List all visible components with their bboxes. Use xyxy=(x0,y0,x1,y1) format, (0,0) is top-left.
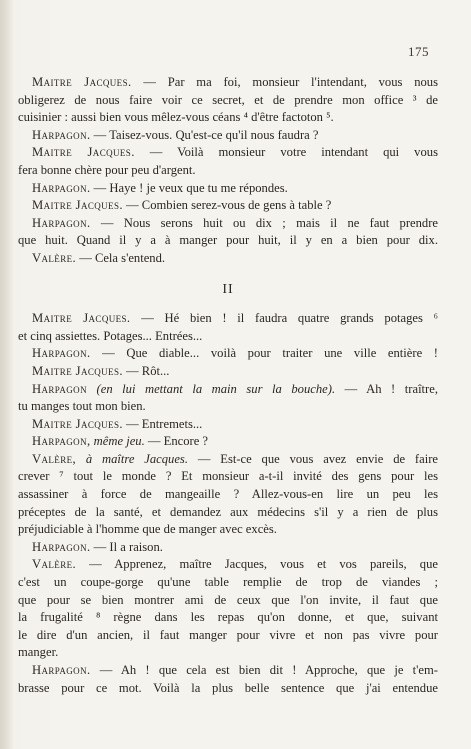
dialogue-line xyxy=(18,433,438,451)
stage-direction: (en lui mettant la main sur la bouche). xyxy=(86,381,336,396)
dialogue-line xyxy=(18,451,438,469)
speaker-name: Harpagon. xyxy=(32,346,91,361)
stage-direction: même jeu. xyxy=(90,434,145,449)
stage-direction: à maître Jacques. xyxy=(76,451,188,466)
line-text: — Combien serez-vous de gens à table ? xyxy=(122,198,332,213)
line-text: — Entremets... xyxy=(122,416,203,431)
speaker-name: Harpagon. xyxy=(32,539,91,554)
line-text: fera bonne chère pour peu d'argent. xyxy=(18,162,196,177)
line-text: — Rôt... xyxy=(122,363,170,378)
line-text: — Par ma foi, monsieur l'intendant, vous nous xyxy=(131,75,438,89)
line-text: tu manges tout mon bien. xyxy=(18,399,146,414)
speaker-name: Maitre Jacques. xyxy=(32,363,123,378)
line-text: cuisinier : aussi bien vous mêlez-vous céans ⁴ d'être factoton ⁵. xyxy=(18,110,334,125)
continuation-line xyxy=(18,109,438,127)
continuation-line xyxy=(18,627,438,645)
dialogue-line xyxy=(18,74,438,92)
line-text: le dire d'un ancien, il faut manger pour vivre et non pas vivre pour xyxy=(18,627,438,642)
speaker-name: Valère. xyxy=(32,557,77,572)
dialogue-line xyxy=(18,539,438,557)
continuation-line xyxy=(18,592,438,610)
line-text: que pour se bien montrer ami de ceux que l'on invite, il faut que xyxy=(18,592,438,607)
continuation-line xyxy=(18,92,438,110)
speaker-name: Harpagon. xyxy=(32,215,91,230)
speaker-name: Harpagon. xyxy=(32,127,91,142)
speaker-name: Maitre Jacques. xyxy=(32,311,131,326)
dialogue-line xyxy=(18,215,438,233)
continuation-line xyxy=(18,521,438,539)
line-text: et cinq assiettes. Potages... Entrées... xyxy=(18,328,203,343)
section-heading: II xyxy=(222,281,234,297)
dialogue-line xyxy=(18,556,438,574)
line-text: manger. xyxy=(18,645,59,660)
continuation-line xyxy=(18,680,438,698)
speaker-name: Valère. xyxy=(32,250,77,265)
speaker-name: Maitre Jacques. xyxy=(32,75,132,89)
dialogue-line xyxy=(18,127,438,145)
line-text: brasse pour ce mot. Voilà la plus belle sentence que j'ai entendue xyxy=(18,680,438,695)
line-text: — Nous serons huit ou dix ; mais il ne faut prendre xyxy=(90,215,438,230)
line-text: préceptes de la santé, et demandez aux médecins s'il y a rien de plus xyxy=(18,504,438,519)
speaker-name: Harpagon, xyxy=(32,434,91,449)
page-number: 175 xyxy=(408,44,429,59)
line-text: — Apprenez, maître Jacques, vous et vos pareils, que xyxy=(76,557,438,572)
page-gutter-shadow xyxy=(0,0,14,749)
line-text: — Que diable... voilà pour traiter une ville entière ! xyxy=(90,346,438,361)
dialogue-line xyxy=(18,197,438,215)
continuation-line xyxy=(18,504,438,522)
line-text: — Est-ce que vous avez envie de faire xyxy=(187,451,438,466)
line-text: — Taisez-vous. Qu'est-ce qu'il nous faudra ? xyxy=(90,127,319,142)
continuation-line xyxy=(18,486,438,504)
continuation-line xyxy=(18,398,438,416)
line-text: — Hé bien ! il faudra quatre grands potages ⁶ xyxy=(130,311,438,326)
line-text: que huit. Quand il y a à manger pour huit, il y en a bien pour dix. xyxy=(18,233,438,248)
line-text: — Haye ! je veux que tu me répondes. xyxy=(90,180,288,195)
continuation-line xyxy=(18,328,438,346)
speaker-name: Maitre Jacques. xyxy=(32,198,123,213)
speaker-name: Valère, xyxy=(32,451,77,466)
continuation-line xyxy=(18,609,438,627)
speaker-name: Harpagon. xyxy=(32,180,91,195)
line-text: la frugalité ⁸ règne dans les repas qu'on donne, et que, suivant xyxy=(18,610,438,625)
dialogue-line xyxy=(18,180,438,198)
continuation-line xyxy=(18,644,438,662)
dialogue-line xyxy=(18,662,438,680)
dialogue-line xyxy=(18,381,438,399)
dialogue-line xyxy=(18,250,438,268)
speaker-name: Harpagon xyxy=(32,381,87,396)
dialogue-line xyxy=(18,363,438,381)
line-text: — Encore ? xyxy=(144,434,209,449)
line-text: — Il a raison. xyxy=(90,539,163,554)
continuation-line xyxy=(18,232,438,250)
dialogue-line xyxy=(18,416,438,434)
line-text: — Ah ! que cela est bien dit ! Approche, que je t'em- xyxy=(90,663,438,677)
line-text: c'est un coupe-gorge qu'une table remplie de trop de viandes ; xyxy=(18,575,438,590)
dialogue-line xyxy=(18,345,438,363)
line-text: — Cela s'entend. xyxy=(76,250,166,265)
continuation-line xyxy=(18,468,438,486)
line-text: assassiner à force de mangeaille ? Allez-vous-en lire un peu les xyxy=(18,487,438,502)
speaker-name: Maitre Jacques. xyxy=(32,145,135,160)
continuation-line xyxy=(18,162,438,180)
dialogue-block-1 xyxy=(18,74,438,268)
dialogue-line xyxy=(18,144,438,162)
line-text: obligerez de nous faire voir ce secret, et de prendre mon office ³ de xyxy=(18,92,438,107)
speaker-name: Harpagon. xyxy=(32,663,91,677)
line-text: crever ⁷ tout le monde ? Et monsieur a-t-il invité des gens pour les xyxy=(18,469,438,484)
dialogue-line xyxy=(18,310,438,328)
line-text: — Voilà monsieur votre intendant qui vous xyxy=(134,145,438,160)
speaker-name: Maitre Jacques. xyxy=(32,416,123,431)
continuation-line xyxy=(18,574,438,592)
page-text xyxy=(18,74,438,697)
line-text: préjudiciable à l'homme que de manger avec excès. xyxy=(18,522,277,537)
dialogue-block-2 xyxy=(18,310,438,697)
line-text: — Ah ! traître, xyxy=(335,381,438,396)
